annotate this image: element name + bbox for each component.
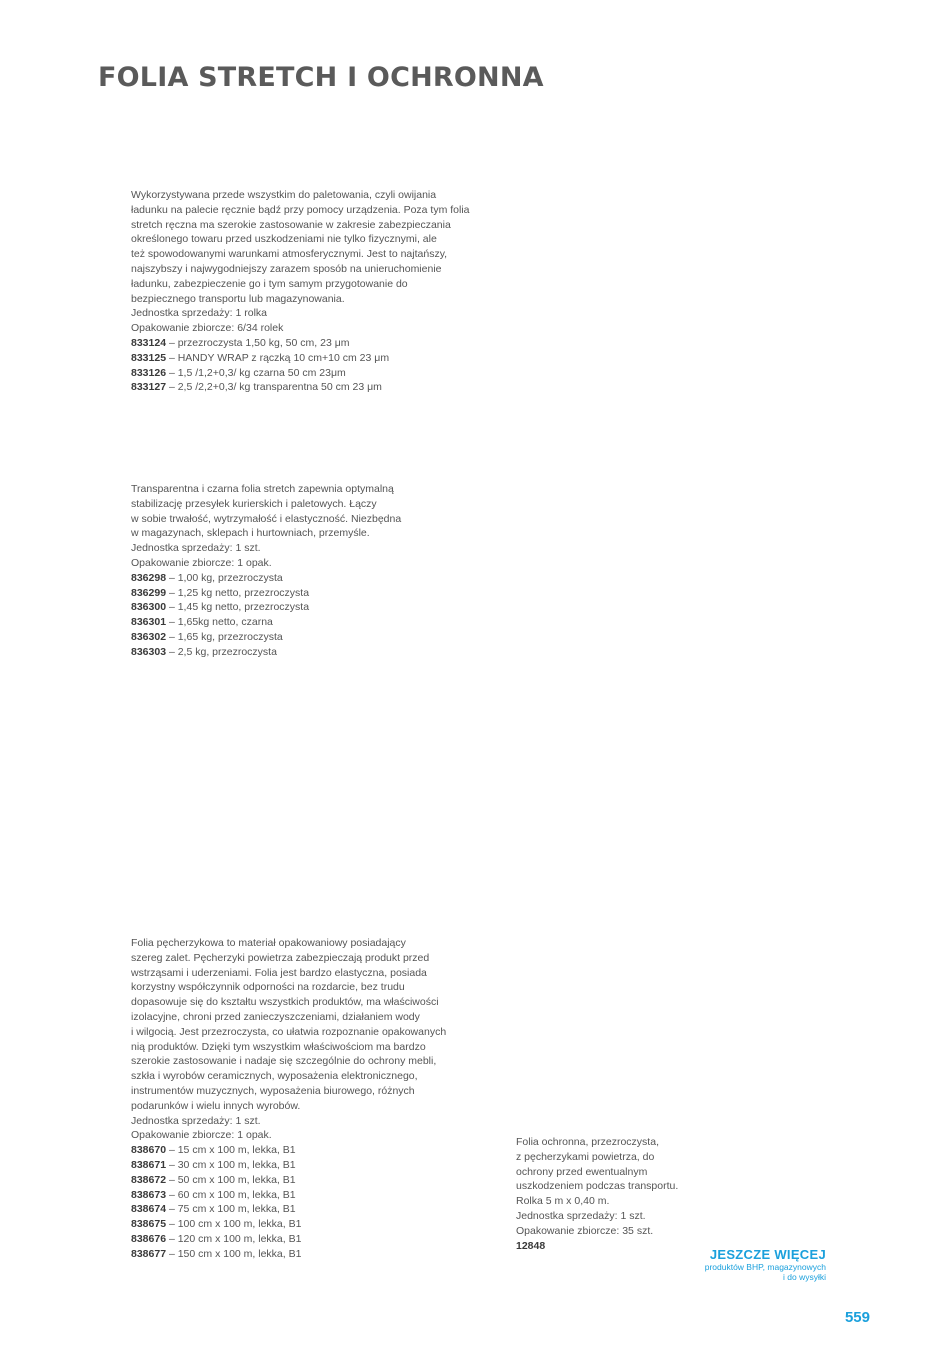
product-code-row [131,1232,501,1247]
product-code-row [131,1202,501,1217]
product-variant: – 100 cm x 100 m, lekka, B1 [166,1218,302,1231]
product-code: 838677 [131,1247,167,1260]
product-code: 838673 [131,1188,167,1201]
product-code-row [131,1217,501,1232]
product-code-row [131,336,511,351]
product-variant: – 30 cm x 100 m, lekka, B1 [166,1158,296,1171]
product-variant: – 1,25 kg netto, przezroczysta [166,586,310,599]
product-code: 836300 [131,601,167,614]
product-code: 12848 [516,1239,546,1252]
product-code: 838676 [131,1232,167,1245]
product-code: 836302 [131,630,167,643]
product-code-row [131,366,511,381]
product-description: Wykorzystywana przede wszystkim do paletowania, czyli owijania ładunku na palecie ręcznie bądź przy pomocy urządzenia. Poza tym folia stretch ręczna ma szerokie zastosowanie w zakresie zabezpieczania określonego towaru przed uszkodzeniami nie tylko fizycznymi, ale też spowodowanymi warunkami atmosferycznymi. Jest to najtańszy, najszybszy i najwygodniejszy zarazem sposób na unieruchomienie ładunku, zabezpieczenie go i tym samym przygotowanie do bezpiecznego transportu lub magazynowania. [131,189,470,305]
product-code-row [131,615,471,630]
product-code: 833124 [131,336,167,349]
product-variant: – przezroczysta 1,50 kg, 50 cm, 23 μm [166,336,350,349]
product-description: Transparentna i czarna folia stretch zapewnia optymalną stabilizację przesyłek kurierskich i paletowych. Łączy w sobie trwałość, wytrzymałość i elastyczność. Niezbędna w magazynach, sklepach i hurtowniach, przemyśle. [131,483,402,540]
product-variant: – 50 cm x 100 m, lekka, B1 [166,1173,296,1186]
product-code-row [131,1188,501,1203]
page-number: 559 [844,1309,870,1326]
sales-unit: Jednostka sprzedaży: 1 szt. [516,1209,646,1222]
product-code-row [131,351,511,366]
product-code-row [131,1247,501,1262]
product-code-list [131,336,511,395]
product-variant: – 2,5 kg, przezroczysta [166,645,277,658]
product-variant: – 15 cm x 100 m, lekka, B1 [166,1144,296,1157]
sales-unit: Jednostka sprzedaży: 1 szt. [131,1114,261,1127]
product-code: 838671 [131,1158,167,1171]
product-variant: – 120 cm x 100 m, lekka, B1 [166,1232,302,1245]
promo-subtitle: produktów BHP, magazynowych i do wysyłki [704,1262,826,1282]
product-code-row [131,600,471,615]
product-variant: – 150 cm x 100 m, lekka, B1 [166,1247,302,1260]
product-code: 833127 [131,381,167,394]
product-description: Folia pęcherzykowa to materiał opakowaniowy posiadający szereg zalet. Pęcherzyki powietrza zabezpieczają produkt przed wstrząsami i uderzeniami. Folia jest bardzo elastyczna, posiada korzystny współczynnik odporności na rozdarcie, bez trudu dopasowuje się do kształtu wszystkich produktów, ma właściwości izolacyjne, chroni przed zanieczyszczeniami, działaniem wody i wilgocią. Jest przezroczysta, co ułatwia rozpoznanie opakowanych nią produktów. Dzięki tym wszystkim właściwościom ma bardzo szerokie zastosowanie i nadaje się szczególnie do ochrony mebli, szkła i wyrobów ceramicznych, wyposażenia elektronicznego, instrumentów muzycznych, wyposażenia biurowego, różnych podarunków i wielu innych wyrobów. [131,937,447,1112]
product-block-stretch-film [131,188,511,395]
product-code-list [131,571,471,660]
product-code: 833125 [131,351,167,364]
product-code: 838672 [131,1173,167,1186]
product-code-row [131,1143,501,1158]
product-code-row [131,571,471,586]
product-code-list [131,1143,501,1261]
product-code: 838670 [131,1144,167,1157]
product-code: 838675 [131,1218,167,1231]
product-variant: – 1,45 kg netto, przezroczysta [166,601,310,614]
product-variant: – 1,65 kg, przezroczysta [166,630,283,643]
product-code-row [131,630,471,645]
promo-title: JESZCZE WIĘCEJ [709,1247,826,1262]
product-variant: – 1,5 /1,2+0,3/ kg czarna 50 cm 23μm [166,366,346,379]
product-code-row [131,586,471,601]
product-code: 836301 [131,616,167,629]
bulk-packaging: Opakowanie zbiorcze: 1 opak. [131,1129,272,1142]
product-code: 838674 [131,1203,167,1216]
bulk-packaging: Opakowanie zbiorcze: 1 opak. [131,556,272,569]
bulk-packaging: Opakowanie zbiorcze: 35 szt. [516,1224,654,1237]
product-code-row [131,645,471,660]
product-variant: – 75 cm x 100 m, lekka, B1 [166,1203,296,1216]
sales-unit: Jednostka sprzedaży: 1 rolka [131,307,267,320]
product-code-row [131,380,511,395]
promo-more-products[interactable] [705,1247,826,1282]
page-title: FOLIA STRETCH I OCHRONNA [98,62,544,93]
product-code-row [131,1158,501,1173]
product-block-bubble-wrap [131,936,501,1262]
product-code: 833126 [131,366,167,379]
product-code: 836298 [131,571,167,584]
product-variant: – 1,65kg netto, czarna [166,616,273,629]
product-block-stretch-rolls [131,482,471,660]
product-description: Folia ochronna, przezroczysta, z pęcherzykami powietrza, do ochrony przed ewentualnym uszkodzeniem podczas transportu. Rolka 5 m x 0,40 m. [516,1136,679,1208]
product-block-protective-film [516,1135,716,1253]
product-code: 836299 [131,586,167,599]
product-variant: – 2,5 /2,2+0,3/ kg transparentna 50 cm 23 μm [166,381,382,394]
product-code-row [131,1173,501,1188]
product-code: 836303 [131,645,167,658]
sales-unit: Jednostka sprzedaży: 1 szt. [131,542,261,555]
bulk-packaging: Opakowanie zbiorcze: 6/34 rolek [131,322,284,335]
product-variant: – HANDY WRAP z rączką 10 cm+10 cm 23 μm [166,351,390,364]
product-variant: – 60 cm x 100 m, lekka, B1 [166,1188,296,1201]
product-variant: – 1,00 kg, przezroczysta [166,571,283,584]
